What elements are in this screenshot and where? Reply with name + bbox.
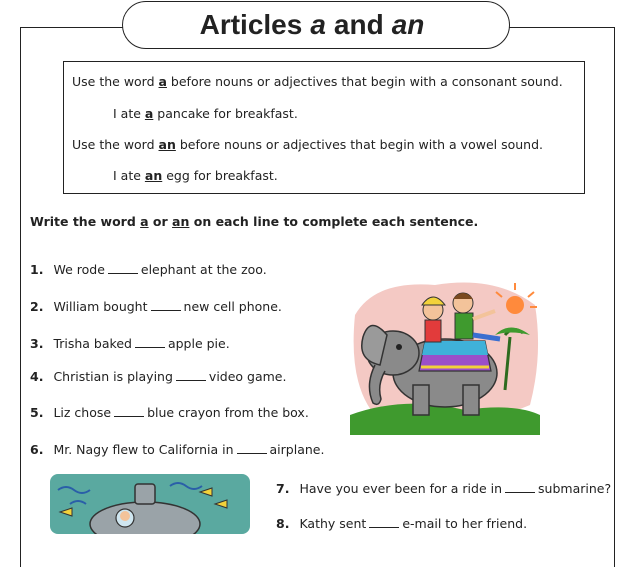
title-and: and bbox=[333, 9, 384, 40]
rule-consonant: Use the word a before nouns or adjectives that begin with a consonant sound. bbox=[72, 74, 563, 89]
question-6: 6. Mr. Nagy flew to California in airplane. bbox=[30, 442, 325, 457]
elephant-illustration bbox=[345, 275, 545, 435]
rules-box bbox=[63, 61, 585, 194]
title-a: a bbox=[310, 9, 326, 40]
example-consonant: I ate a pancake for breakfast. bbox=[113, 106, 298, 121]
question-1: 1. We rode elephant at the zoo. bbox=[30, 262, 267, 277]
title-text: Articles bbox=[199, 9, 303, 40]
instructions: Write the word a or an on each line to complete each sentence. bbox=[30, 214, 479, 229]
question-5: 5. Liz chose blue crayon from the box. bbox=[30, 405, 309, 420]
answer-blank[interactable] bbox=[369, 517, 399, 528]
answer-blank[interactable] bbox=[135, 337, 165, 348]
answer-blank[interactable] bbox=[151, 300, 181, 311]
page-title bbox=[122, 1, 510, 49]
answer-blank[interactable] bbox=[176, 370, 206, 381]
question-7: 7. Have you ever been for a ride in submarine? bbox=[276, 481, 612, 496]
question-4: 4. Christian is playing video game. bbox=[30, 369, 287, 384]
example-vowel: I ate an egg for breakfast. bbox=[113, 168, 278, 183]
submarine-illustration bbox=[50, 474, 250, 534]
rule-vowel: Use the word an before nouns or adjectives that begin with a vowel sound. bbox=[72, 137, 544, 152]
question-8: 8. Kathy sent e-mail to her friend. bbox=[276, 516, 528, 531]
question-2: 2. William bought new cell phone. bbox=[30, 299, 282, 314]
answer-blank[interactable] bbox=[237, 443, 267, 454]
answer-blank[interactable] bbox=[505, 482, 535, 493]
answer-blank[interactable] bbox=[108, 263, 138, 274]
answer-blank[interactable] bbox=[114, 406, 144, 417]
question-3: 3. Trisha baked apple pie. bbox=[30, 336, 230, 351]
title-an: an bbox=[391, 9, 425, 40]
